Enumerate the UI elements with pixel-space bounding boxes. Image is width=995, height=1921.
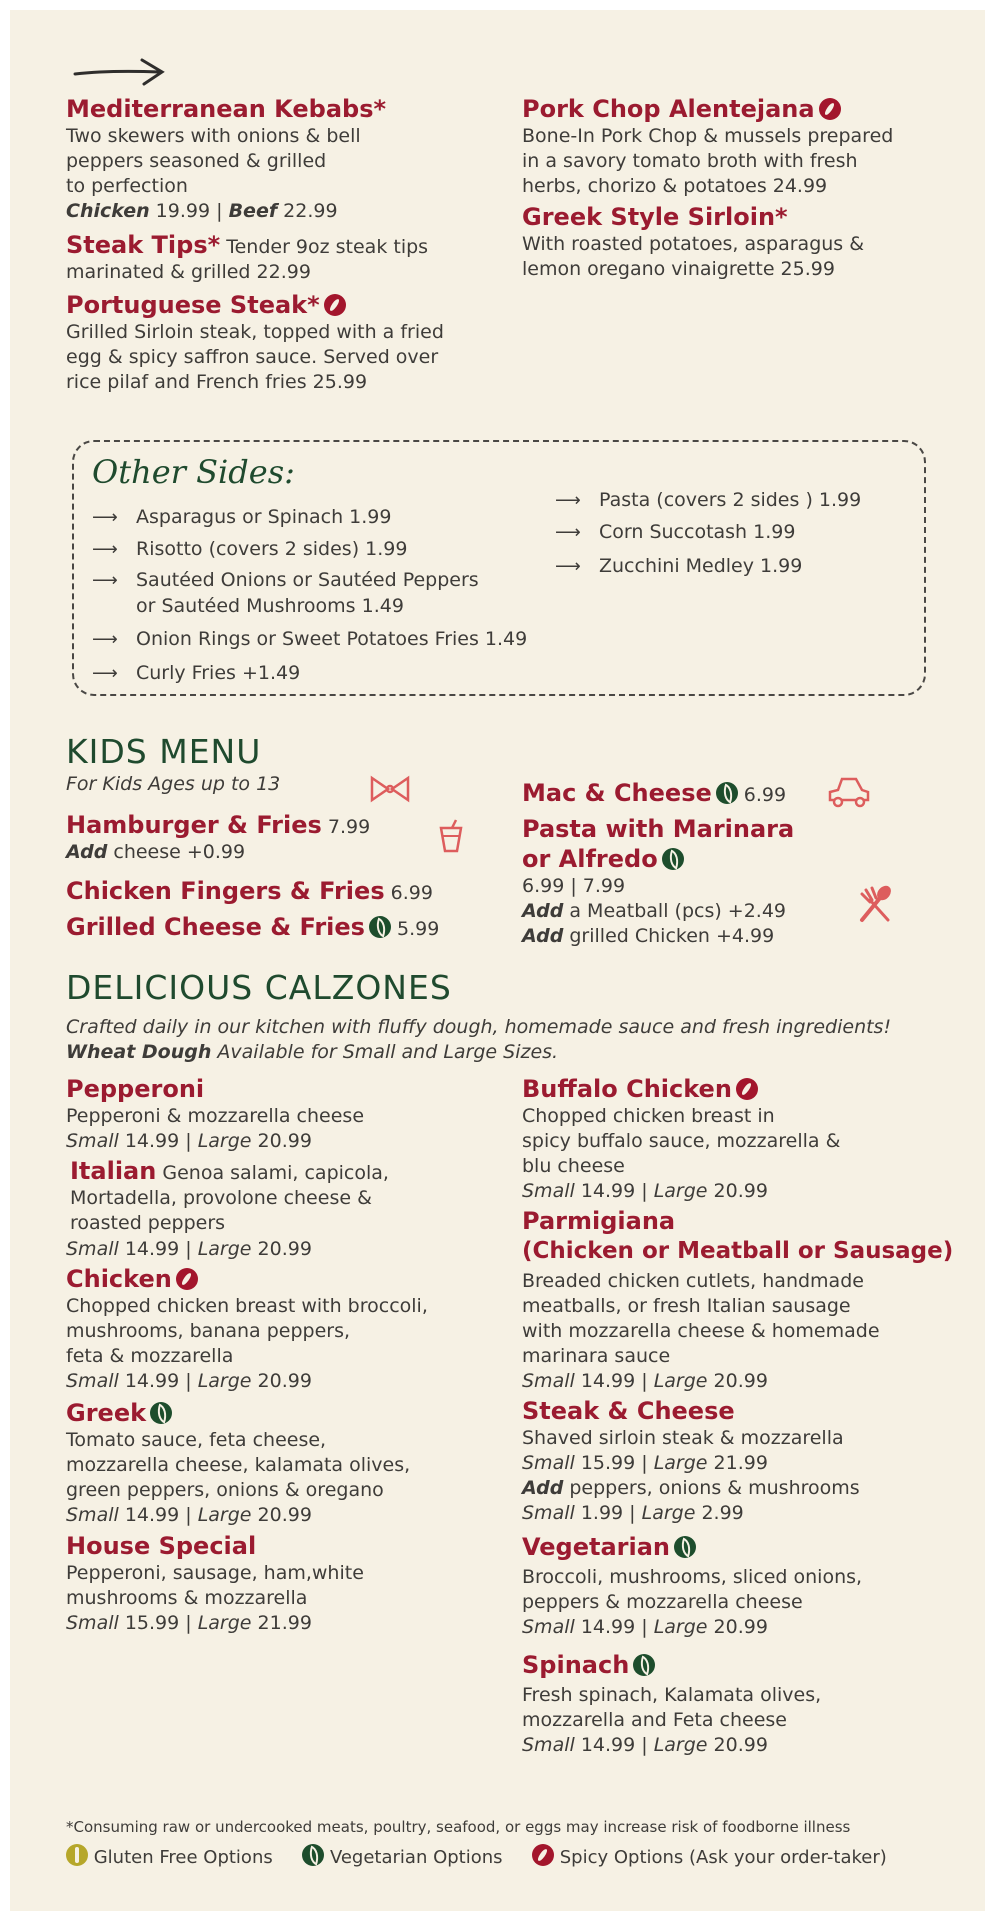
chili-pepper-icon: [532, 1844, 554, 1866]
item-name: or Alfredo: [522, 845, 658, 873]
item-price: [522, 1733, 972, 1758]
item-price: [522, 1179, 972, 1204]
add-label: Add: [522, 1477, 564, 1499]
fork-spoon-icon: [856, 884, 894, 924]
item-desc: Chopped chicken breast with broccoli,: [66, 1295, 428, 1317]
size-label: Large: [197, 1504, 252, 1526]
arrow-icon: ⟶: [555, 490, 581, 511]
item-desc: Pepperoni, sausage, ham,white: [66, 1562, 364, 1584]
side-label: Sautéed Onions or Sautéed Peppers: [136, 569, 479, 591]
item-desc: feta & mozzarella: [66, 1345, 234, 1367]
item-price: [66, 199, 486, 224]
item-name: Pasta with Marinara: [522, 815, 795, 843]
side-label: Risotto (covers 2 sides) 1.99: [136, 538, 408, 560]
item-desc: Pepperoni & mozzarella cheese: [66, 1105, 365, 1127]
size-label: Large: [197, 1370, 252, 1392]
item-desc: meatballs, or fresh Italian sausage: [522, 1295, 851, 1317]
calzone-pepperoni: [66, 1074, 506, 1154]
price: 1.99: [574, 1502, 624, 1524]
price: 15.99: [118, 1612, 180, 1634]
kids-item-hamburger: [66, 810, 370, 865]
price: 14.99: [118, 1238, 180, 1260]
size-label: Small: [522, 1502, 575, 1524]
menu-item-pork-chop: [522, 94, 972, 199]
price: 20.99: [707, 1616, 768, 1638]
leaf-icon: [674, 1536, 696, 1558]
size-label: Large: [653, 1616, 708, 1638]
item-desc: Chopped chicken breast in: [522, 1105, 775, 1127]
price: 14.99: [574, 1370, 636, 1392]
kids-subtitle: For Kids Ages up to 13: [66, 773, 281, 795]
wheat-icon: [66, 1844, 88, 1866]
size-label: Large: [653, 1734, 708, 1756]
size-label: Small: [522, 1616, 575, 1638]
item-name: Chicken: [66, 1265, 172, 1293]
item-desc: herbs, chorizo & potatoes 24.99: [522, 175, 828, 197]
side-item: [555, 520, 795, 545]
item-desc: Bone-In Pork Chop & mussels prepared: [522, 125, 894, 147]
item-desc: to perfection: [66, 175, 188, 197]
item-desc: mushrooms, banana peppers,: [66, 1320, 351, 1342]
item-price: 5.99: [390, 918, 440, 940]
item-name: Chicken Fingers & Fries: [66, 877, 385, 905]
sides-title: Other Sides:: [92, 453, 295, 491]
item-name: Buffalo Chicken: [522, 1075, 732, 1103]
side-label: Zucchini Medley 1.99: [599, 555, 803, 577]
calzone-italian: [70, 1156, 510, 1236]
price: 14.99: [574, 1180, 636, 1202]
item-price: 7.99: [321, 816, 371, 838]
calzone-house-special: [66, 1531, 506, 1636]
item-name: Vegetarian: [522, 1533, 671, 1561]
arrow-icon: ⟶: [555, 556, 581, 577]
size-label: Small: [66, 1370, 119, 1392]
size-label: Small: [66, 1130, 119, 1152]
leaf-icon: [302, 1844, 324, 1866]
separator: |: [635, 1452, 654, 1474]
size-label: Small: [522, 1452, 575, 1474]
separator: |: [179, 1612, 198, 1634]
calzone-buffalo-chicken: [522, 1074, 972, 1204]
calzones-intro: Crafted daily in our kitchen with fluffy dough, homemade sauce and fresh ingredients!: [66, 1016, 892, 1038]
item-desc: green peppers, onions & oregano: [66, 1479, 384, 1501]
separator: |: [635, 1616, 654, 1638]
separator: |: [623, 1502, 642, 1524]
item-price: 6.99: [737, 784, 787, 806]
separator: |: [635, 1734, 654, 1756]
item-desc: Grilled Sirloin steak, topped with a fried: [66, 321, 444, 343]
kids-menu-title: KIDS MENU: [66, 732, 262, 771]
side-item: [555, 554, 802, 579]
side-label: Asparagus or Spinach 1.99: [136, 506, 392, 528]
calzones-intro-2: [66, 1040, 558, 1065]
calzone-spinach: [522, 1650, 972, 1758]
side-item-cont: or Sautéed Mushrooms 1.49: [136, 595, 404, 617]
add-label: Add: [66, 841, 108, 863]
item-price: [66, 1611, 506, 1636]
footer-legend: [66, 1844, 887, 1868]
size-label: Large: [197, 1612, 252, 1634]
price-label: Chicken: [66, 200, 150, 222]
item-name: Mediterranean Kebabs*: [66, 95, 387, 123]
size-label: Small: [522, 1370, 575, 1392]
price: 20.99: [707, 1370, 768, 1392]
drink-cup-icon: [438, 818, 464, 854]
menu-item-portuguese-steak: [66, 290, 506, 395]
item-desc: Broccoli, mushrooms, sliced onions,: [522, 1566, 863, 1588]
add-label: Add: [522, 925, 564, 947]
kids-item-grilled-cheese: [66, 912, 439, 942]
size-label: Large: [653, 1180, 708, 1202]
kids-item-chicken-fingers: [66, 876, 433, 906]
price: 20.99: [707, 1734, 768, 1756]
size-label: Small: [66, 1612, 119, 1634]
price: 20.99: [707, 1180, 768, 1202]
item-name: Grilled Cheese & Fries: [66, 913, 365, 941]
side-label: Curly Fries +1.49: [136, 662, 301, 684]
menu-item-kebabs: [66, 94, 486, 224]
size-label: Large: [641, 1502, 696, 1524]
price-label: Beef: [228, 200, 278, 222]
legend-vegetarian: Vegetarian Options: [329, 1847, 503, 1868]
price: 21.99: [707, 1452, 768, 1474]
side-label: Onion Rings or Sweet Potatoes Fries 1.49: [136, 628, 528, 650]
chili-pepper-icon: [819, 98, 841, 120]
item-name: Italian: [70, 1157, 157, 1185]
item-desc: blu cheese: [522, 1155, 625, 1177]
calzone-parmigiana: [522, 1206, 982, 1394]
item-desc: With roasted potatoes, asparagus &: [522, 233, 865, 255]
item-desc: in a savory tomato broth with fresh: [522, 150, 858, 172]
item-name: Pepperoni: [66, 1075, 205, 1103]
price: 14.99: [118, 1370, 180, 1392]
side-item: [92, 505, 392, 530]
item-desc: Tender 9oz steak tips: [220, 236, 429, 258]
item-price: 6.99: [384, 882, 433, 904]
arrow-icon: ⟶: [92, 629, 118, 650]
item-name: Spinach: [522, 1651, 630, 1679]
item-desc: Genoa salami, capicola,: [156, 1162, 389, 1184]
add-label: Add: [522, 900, 564, 922]
arrow-right-icon: [70, 56, 170, 86]
item-name: Pork Chop Alentejana: [522, 95, 815, 123]
size-label: Large: [653, 1370, 708, 1392]
kids-item-pasta: [522, 814, 972, 949]
leaf-icon: [633, 1654, 655, 1676]
item-name: Mac & Cheese: [522, 779, 712, 807]
price: 15.99: [574, 1452, 636, 1474]
arrow-icon: ⟶: [92, 570, 118, 591]
calzone-steak-cheese: [522, 1396, 972, 1526]
price: 20.99: [251, 1238, 312, 1260]
separator: |: [216, 200, 223, 222]
side-item: [92, 537, 407, 562]
leaf-icon: [662, 848, 684, 870]
item-desc: rice pilaf and French fries 25.99: [66, 371, 368, 393]
item-desc: lemon oregano vinaigrette 25.99: [522, 258, 835, 280]
intro-text: Available for Small and Large Sizes.: [211, 1041, 559, 1063]
chili-pepper-icon: [176, 1268, 198, 1290]
chili-pepper-icon: [324, 294, 346, 316]
size-label: Large: [653, 1452, 708, 1474]
item-price: [66, 1503, 506, 1528]
add-text: cheese +0.99: [107, 841, 246, 863]
item-price: [66, 1237, 312, 1262]
item-name: Steak & Cheese: [522, 1397, 735, 1425]
menu-item-greek-sirloin: [522, 202, 972, 282]
item-price: [66, 1129, 506, 1154]
price: 20.99: [251, 1370, 312, 1392]
item-price: [522, 1451, 972, 1476]
item-desc: roasted peppers: [70, 1212, 226, 1234]
calzone-chicken: [66, 1264, 506, 1394]
menu-page: [10, 10, 985, 1911]
item-name: Greek: [66, 1399, 147, 1427]
item-desc: Breaded chicken cutlets, handmade: [522, 1270, 864, 1292]
item-name: House Special: [66, 1532, 257, 1560]
item-price: 6.99 | 7.99: [522, 875, 626, 897]
footer-disclaimer: *Consuming raw or undercooked meats, poultry, seafood, or eggs may increase risk of foodborne illness: [66, 1818, 851, 1836]
item-desc: peppers seasoned & grilled: [66, 150, 327, 172]
side-label: Pasta (covers 2 sides ) 1.99: [599, 489, 862, 511]
side-item: [92, 661, 300, 686]
size-label: Small: [66, 1504, 119, 1526]
separator: |: [635, 1180, 654, 1202]
intro-bold: Wheat Dough: [66, 1041, 212, 1063]
item-desc: mozzarella and Feta cheese: [522, 1709, 787, 1731]
price: 19.99: [155, 200, 211, 222]
item-desc: marinara sauce: [522, 1345, 671, 1367]
price: 21.99: [251, 1612, 312, 1634]
arrow-icon: ⟶: [92, 507, 118, 528]
price: 14.99: [118, 1504, 180, 1526]
item-name: Greek Style Sirloin*: [522, 203, 788, 231]
item-desc: Tomato sauce, feta cheese,: [66, 1429, 327, 1451]
item-desc: with mozzarella cheese & homemade: [522, 1320, 880, 1342]
item-price: [522, 1501, 972, 1526]
legend-spicy: Spicy Options (Ask your order-taker): [559, 1847, 887, 1868]
side-item: [555, 488, 861, 513]
arrow-icon: ⟶: [92, 539, 118, 560]
bow-tie-icon: [368, 772, 414, 806]
item-name: Portuguese Steak*: [66, 291, 320, 319]
price: 14.99: [118, 1130, 180, 1152]
item-desc: mozzarella cheese, kalamata olives,: [66, 1454, 411, 1476]
item-desc: Mortadella, provolone cheese &: [70, 1187, 372, 1209]
price: 22.99: [283, 200, 338, 222]
item-desc: marinated & grilled 22.99: [66, 261, 311, 283]
separator: |: [179, 1370, 198, 1392]
add-text: a Meatball (pcs) +2.49: [563, 900, 787, 922]
arrow-icon: ⟶: [555, 522, 581, 543]
calzone-vegetarian: [522, 1532, 972, 1640]
item-price: [522, 1369, 982, 1394]
price: 20.99: [251, 1504, 312, 1526]
size-label: Small: [522, 1180, 575, 1202]
menu-item-steak-tips: [66, 230, 496, 285]
size-label: Small: [66, 1238, 119, 1260]
price: 14.99: [574, 1734, 636, 1756]
item-desc: Shaved sirloin steak & mozzarella: [522, 1427, 844, 1449]
legend-gluten-free: Gluten Free Options: [93, 1847, 273, 1868]
separator: |: [635, 1370, 654, 1392]
item-desc: egg & spicy saffron sauce. Served over: [66, 346, 439, 368]
item-desc: Two skewers with onions & bell: [66, 125, 361, 147]
item-desc: spicy buffalo sauce, mozzarella &: [522, 1130, 841, 1152]
separator: |: [179, 1504, 198, 1526]
separator: |: [179, 1130, 198, 1152]
leaf-icon: [150, 1402, 172, 1424]
separator: |: [179, 1238, 198, 1260]
add-text: peppers, onions & mushrooms: [563, 1477, 860, 1499]
price: 14.99: [574, 1616, 636, 1638]
price: 2.99: [695, 1502, 744, 1524]
leaf-icon: [716, 782, 738, 804]
item-price: [66, 1369, 506, 1394]
item-name: Parmigiana: [522, 1207, 676, 1235]
kids-item-mac-cheese: [522, 778, 786, 808]
calzone-greek: [66, 1398, 506, 1528]
size-label: Large: [197, 1238, 252, 1260]
add-text: grilled Chicken +4.99: [563, 925, 775, 947]
size-label: Large: [197, 1130, 252, 1152]
arrow-icon: ⟶: [92, 663, 118, 684]
item-name: (Chicken or Meatball or Sausage): [522, 1238, 954, 1264]
chili-pepper-icon: [736, 1078, 758, 1100]
item-desc: peppers & mozzarella cheese: [522, 1591, 803, 1613]
toy-car-icon: [826, 774, 872, 810]
size-label: Small: [522, 1734, 575, 1756]
side-item: [92, 627, 527, 652]
price: 20.99: [251, 1130, 312, 1152]
leaf-icon: [369, 916, 391, 938]
item-price: [522, 1615, 972, 1640]
calzones-title: DELICIOUS CALZONES: [66, 968, 452, 1007]
item-name: Steak Tips*: [66, 231, 221, 259]
side-label: Corn Succotash 1.99: [599, 521, 796, 543]
item-desc: mushrooms & mozzarella: [66, 1587, 308, 1609]
item-desc: Fresh spinach, Kalamata olives,: [522, 1684, 822, 1706]
item-name: Hamburger & Fries: [66, 811, 322, 839]
side-item: [92, 568, 479, 593]
